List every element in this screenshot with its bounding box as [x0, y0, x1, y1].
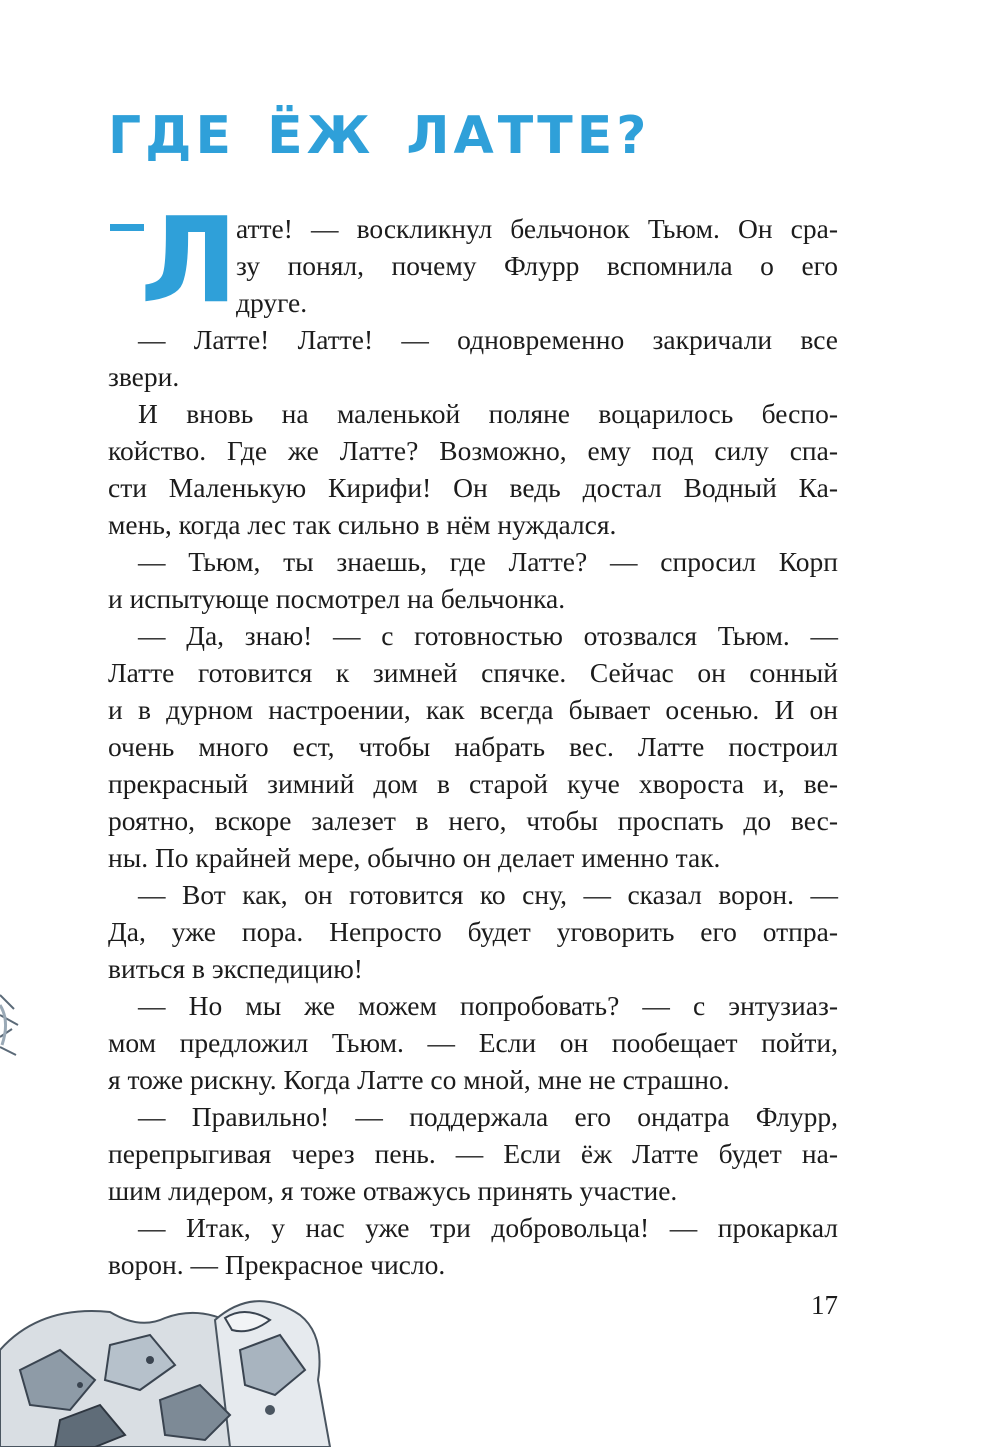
text-line: и испытующе посмотрел на бельчонка. — [108, 583, 566, 614]
text-line: — Итак, у нас уже три добровольца! — прокаркал — [138, 1212, 838, 1243]
text-line: — Вот как, он готовится ко сну, — сказал ворон. — — [138, 879, 838, 910]
chapter-title: ГДЕ ЁЖ ЛАТТЕ? — [108, 106, 651, 166]
text-line: — Но мы же можем попробовать? — с энтузиаз- — [138, 990, 838, 1021]
drop-cap-letter: Л — [140, 191, 239, 329]
rock-pile-illustration — [0, 1290, 330, 1447]
text-line: роятно, вскоре залезет в него, чтобы проспать до вес- — [108, 805, 838, 836]
text-line: — Да, знаю! — с готовностью отозвался Тьюм. — — [138, 620, 838, 651]
text-line: друге. — [236, 287, 308, 318]
text-line: ворон. — Прекрасное число. — [108, 1249, 446, 1280]
text-line: и в дурном настроении, как всегда бывает осенью. И он — [108, 694, 838, 725]
text-line: зу понял, почему Флурр вспомнила о его — [236, 250, 838, 281]
text-line: я тоже рискну. Когда Латте со мной, мне не страшно. — [108, 1064, 730, 1095]
text-line: шим лидером, я тоже отважусь принять участие. — [108, 1175, 678, 1206]
page-number: 17 — [811, 1290, 838, 1320]
text-line: мом предложил Тьюм. — Если он пообещает пойти, — [108, 1027, 838, 1058]
text-line: — Латте! Латте! — одновременно закричали все — [138, 324, 838, 355]
text-line: мень, когда лес так сильно в нём нуждался. — [108, 509, 617, 540]
text-line: — Правильно! — поддержала его ондатра Флурр, — [138, 1101, 838, 1132]
text-line: прекрасный зимний дом в старой куче хвороста и, ве- — [108, 768, 838, 799]
body-text — [108, 210, 838, 1283]
text-line: Да, уже пора. Непросто будет уговорить его отпра- — [108, 916, 838, 947]
text-line: атте! — воскликнул бельчонок Тьюм. Он сра- — [236, 213, 838, 244]
text-line: койство. Где же Латте? Возможно, ему под силу спа- — [108, 435, 838, 466]
text-line: И вновь на маленькой поляне воцарилось беспо- — [138, 398, 838, 429]
text-line: ны. По крайней мере, обычно он делает именно так. — [108, 842, 721, 873]
text-line: сти Маленькую Кирифи! Он ведь достал Водный Ка- — [108, 472, 838, 503]
text-line: звери. — [108, 361, 180, 392]
text-line: виться в экспедицию! — [108, 953, 363, 984]
text-line: — Тьюм, ты знаешь, где Латте? — спросил Корп — [138, 546, 838, 577]
text-line: Латте готовится к зимней спячке. Сейчас он сонный — [108, 657, 838, 688]
text-line: очень много ест, чтобы набрать вес. Латте построил — [108, 731, 838, 762]
text-line: перепрыгивая через пень. — Если ёж Латте будет на- — [108, 1138, 838, 1169]
illustration-edge-sketch — [0, 985, 24, 1065]
